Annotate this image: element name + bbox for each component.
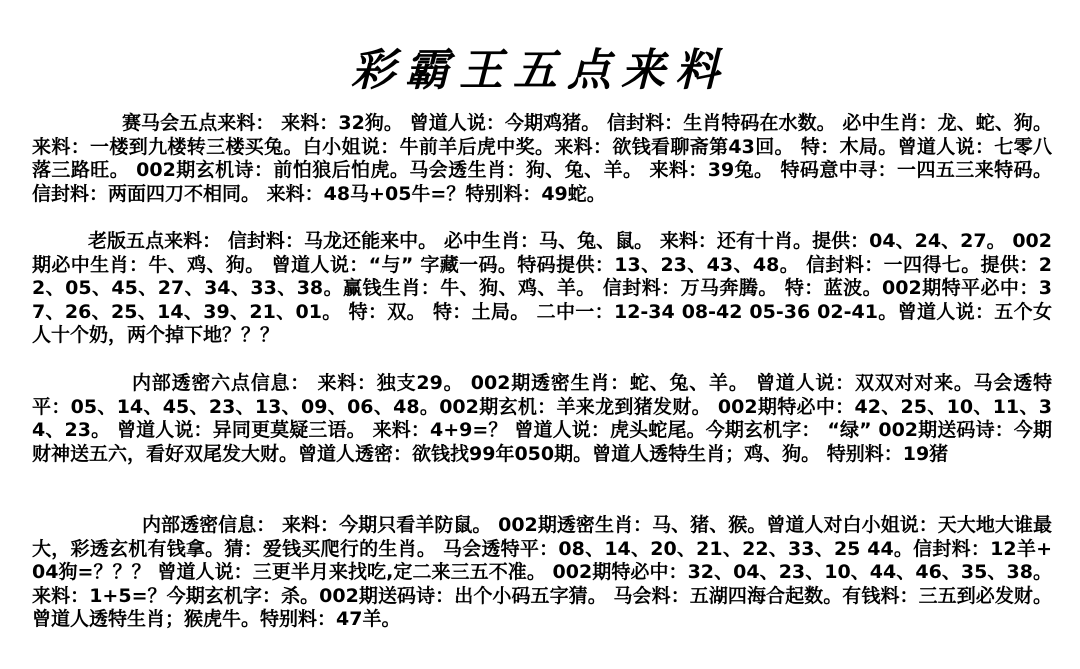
section-insider-info: 内部透密信息： 来料：今期只看羊防鼠。 002期透密生肖：马、猪、猴。曾道人对白小姐说：天大地大谁最大，彩透玄机有钱拿。猜：爱钱买爬行的生肖。 马会透特平：08、14、20、21、22、33、25 44。信封料：12羊+04狗=？？？ 曾道人说：三更半月来找吃,定二来三五不准。 002期特必中：32、04、23、10、44、46、35、38。 来料：1+5=？今期玄机字：杀。002期送码诗：出个小码五字猜。 马会料：五湖四海合起数。有钱料：三五到必发财。 曾道人透特生肖；猴虎牛。特别料：47羊。 — [32, 514, 1052, 630]
section-saimahui-five-oclock: 赛马会五点来料： 来料：32狗。 曾道人说：今期鸡猪。 信封料：生肖特码在水数。 必中生肖：龙、蛇、狗。 来料：一楼到九楼转三楼买兔。白小姐说：牛前羊后虎中奖。来料：欲钱看聊斋第43回。 特：木局。曾道人说：七零八落三路旺。 002期玄机诗：前怕狼后怕虎。马会透生肖：狗、兔、羊。 来料：39兔。 特码意中寻：一四五三来特码。 信封料：两面四刀不相同。 来料：48马+05牛=？特别料：49蛇。 — [32, 112, 1052, 205]
section-insider-six-oclock: 内部透密六点信息： 来料：独支29。 002期透密生肖：蛇、兔、羊。 曾道人说：双双对对来。马会透特平：05、14、45、23、13、09、06、48。002期玄机：羊来龙到猪发财。 002期特必中：42、25、10、11、34、23。 曾道人说：异同更莫疑三语。 来料：4+9=？ 曾道人说：虎头蛇尾。今期玄机字： “绿” 002期送码诗：今期财神送五六，看好双尾发大财。曾道人透密：欲钱找99年050期。曾道人透特生肖；鸡、狗。 特别料：19猪 — [32, 372, 1052, 465]
section-old-edition-five-oclock: 老版五点来料： 信封料：马龙还能来中。 必中生肖：马、兔、鼠。 来料：还有十肖。提供：04、24、27。 002期必中生肖：牛、鸡、狗。 曾道人说：“与” 字藏一码。特码提供：13、23、43、48。 信封料：一四得七。提供：22、05、45、27、34、33、38。赢钱生肖：牛、狗、鸡、羊。 信封料：万马奔腾。 特：蓝波。002期特平必中：37、26、25、14、39、21、01。 特：双。 特：土局。 二中一：12-34 08-42 05-36 02-41。曾道人说：五个女人十个奶，两个掉下地？？？ — [32, 230, 1052, 346]
page-title: 彩霸王五点来料 — [351, 45, 729, 96]
